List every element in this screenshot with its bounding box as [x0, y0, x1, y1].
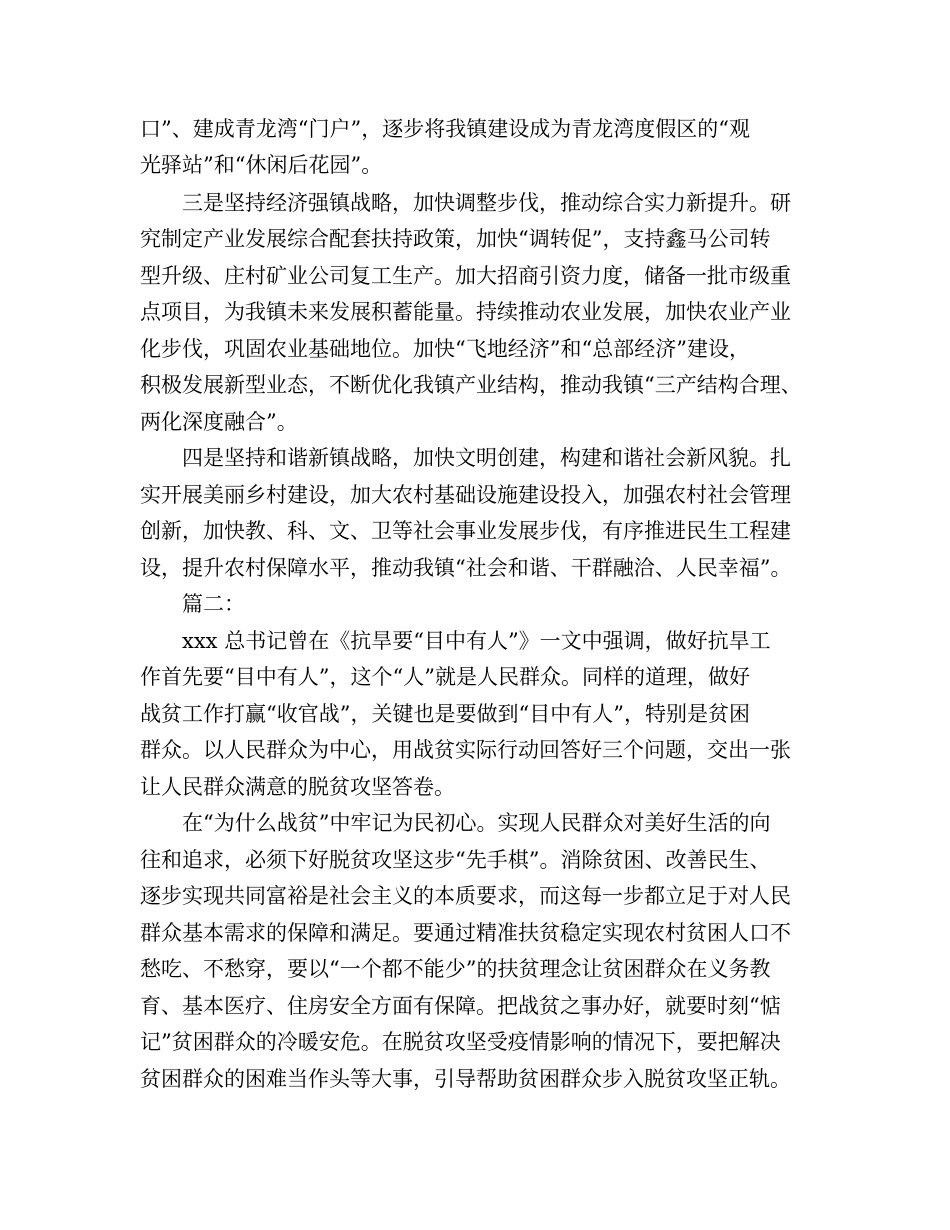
paragraph-start-line: xxx 总书记曾在《抗旱要“目中有人”》一文中强调，做好抗旱工 [182, 629, 771, 653]
text-line: 实开展美丽乡村建设，加大农村基础设施建设投入，加强农村社会管理 [140, 483, 791, 507]
text-line: 积极发展新型业态，不断优化我镇产业结构，推动我镇“三产结构合理、 [140, 373, 802, 397]
text-line: 创新，加快教、科、文、卫等社会事业发展步伐，有序推进民生工程建 [140, 519, 791, 543]
text-line: 光驿站”和“休闲后花园”。 [140, 153, 383, 177]
text-line: 口”、建成青龙湾“门户”，逐步将我镇建设成为青龙湾度假区的“观 [140, 117, 750, 141]
text-line: 作首先要“目中有人”，这个“人”就是人民群众。同样的道理，做好 [140, 665, 750, 689]
text-line: 两化深度融合”。 [140, 410, 298, 434]
text-line: 育、基本医疗、住房安全方面有保障。把战贫之事办好，就要时刻“惦 [140, 994, 781, 1018]
text-line: 愁吃、不愁穿，要以“一个都不能少”的扶贫理念让贫困群众在义务教 [140, 957, 771, 981]
text-line: 设，提升农村保障水平，推动我镇“社会和谐、干群融洽、人民幸福”。 [140, 556, 792, 580]
paragraph-start-line: 在“为什么战贫”中牢记为民初心。实现人民群众对美好生活的向 [182, 811, 771, 835]
text-line: 贫困群众的困难当作头等大事，引导帮助贫困群众步入脱贫攻坚正轨。 [140, 1067, 791, 1091]
text-line: 究制定产业发展综合配套扶持政策，加快“调转促”，支持鑫马公司转 [140, 227, 771, 251]
paragraph-start-line: 四是坚持和谐新镇战略，加快文明创建，构建和谐社会新风貌。扎 [182, 446, 791, 470]
text-line: 逐步实现共同富裕是社会主义的本质要求，而这每一步都立足于对人民 [140, 884, 791, 908]
text-line: 让人民群众满意的脱贫攻坚答卷。 [140, 775, 455, 799]
text-line: 战贫工作打赢“收官战”，关键也是要做到“目中有人”，特别是贫困 [140, 702, 750, 726]
text-line: 点项目，为我镇未来发展积蓄能量。持续推动农业发展，加快农业产业 [140, 300, 791, 324]
text-line: 化步伐，巩固农业基础地位。加快“飞地经济”和“总部经济”建设， [140, 337, 750, 361]
paragraph-start-line: 三是坚持经济强镇战略，加快调整步伐，推动综合实力新提升。研 [182, 191, 791, 215]
text-line: 往和追求，必须下好脱贫攻坚这步“先手棋”。消除贫困、改善民生、 [140, 848, 771, 872]
text-line: 群众基本需求的保障和满足。要通过精准扶贫稳定实现农村贫困人口不 [140, 921, 791, 945]
text-line: 记”贫困群众的冷暖安危。在脱贫攻坚受疫情影响的情况下，要把解决 [140, 1030, 781, 1054]
section-heading: 篇二： [182, 592, 245, 616]
text-line: 型升级、庄村矿业公司复工生产。加大招商引资力度，储备一批市级重 [140, 264, 791, 288]
text-line: 群众。以人民群众为中心，用战贫实际行动回答好三个问题，交出一张 [140, 738, 791, 762]
